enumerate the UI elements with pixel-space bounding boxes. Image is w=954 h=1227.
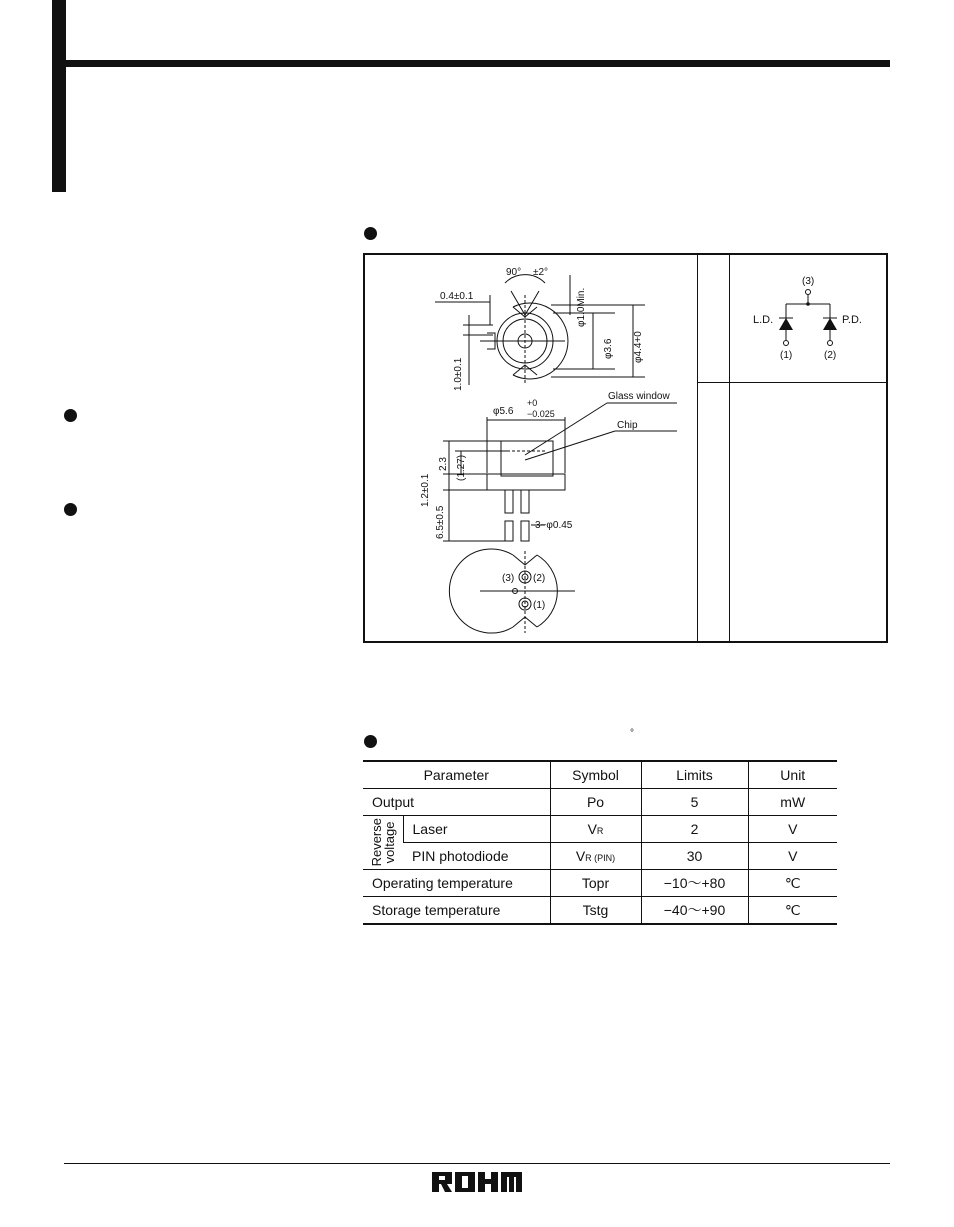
pin2-label: (2)	[533, 573, 546, 584]
limits-topr: −10〜+80	[641, 870, 748, 897]
symbol-tstg: Tstg	[550, 897, 641, 925]
circuit-ld-label: L.D.	[753, 314, 774, 326]
circuit-pin-right: (2)	[824, 350, 837, 361]
symbol-laser: VR	[550, 816, 641, 843]
header-parameter: Parameter	[423, 767, 489, 783]
circuit-pd-label: P.D.	[842, 314, 862, 326]
pin3-label: (3)	[502, 573, 515, 584]
symbol-output: Po	[550, 789, 641, 816]
height-10-label: 1.0±0.1	[453, 357, 464, 391]
pin1-label: (1)	[533, 600, 546, 611]
header-bar-horizontal	[52, 60, 890, 67]
limits-tstg: −40〜+90	[641, 897, 748, 925]
unit-output: mW	[748, 789, 837, 816]
dim-127-label: (1.27)	[456, 454, 467, 481]
group-reverse-voltage	[363, 816, 403, 870]
header-limits: Limits	[641, 761, 748, 789]
box-divider-2	[729, 254, 730, 642]
bullet-applications	[64, 409, 77, 422]
pin-dia-label: 3−φ0.45	[535, 520, 573, 531]
group-line2: voltage	[381, 821, 397, 864]
chip-label: Chip	[617, 420, 638, 431]
table-header-row	[363, 761, 837, 789]
bullet-features	[64, 503, 77, 516]
table-row	[363, 897, 837, 925]
header-bar-vertical	[52, 0, 66, 192]
box-divider-h	[697, 382, 887, 383]
rohm-logo	[432, 1172, 522, 1192]
table-row	[363, 789, 837, 816]
bullet-dimensions	[364, 227, 377, 240]
param-pin: PIN photodiode	[412, 848, 509, 864]
ratings-table	[363, 760, 837, 925]
limits-pin: 30	[641, 843, 748, 870]
header-symbol: Symbol	[550, 761, 641, 789]
unit-pin: V	[748, 843, 837, 870]
limits-laser: 2	[641, 816, 748, 843]
tol-minus-label: −0.025	[527, 409, 555, 419]
box-divider-1	[697, 254, 698, 642]
dia-36-label: φ3.6	[603, 338, 614, 359]
limits-output: 5	[641, 789, 748, 816]
angle-label: 90°	[506, 267, 522, 278]
dim-12-label: 1.2±0.1	[420, 473, 431, 507]
header-unit: Unit	[748, 761, 837, 789]
dia-56-label: φ5.6	[493, 406, 514, 417]
tol-plus-label: +0	[527, 398, 538, 408]
glass-window-label: Glass window	[608, 391, 670, 402]
param-tstg: Storage temperature	[372, 902, 501, 918]
circuit-diagram	[731, 256, 886, 381]
table-row	[363, 870, 837, 897]
offset-label: 0.4±0.1	[440, 291, 474, 302]
circuit-pin-left: (1)	[780, 350, 793, 361]
param-laser: Laser	[403, 816, 550, 843]
bullet-ratings	[364, 735, 377, 748]
footer-rule	[64, 1163, 890, 1164]
param-output: Output	[372, 794, 415, 810]
symbol-pin: VR (PIN)	[550, 843, 641, 870]
table-row	[363, 843, 837, 870]
dim-23-label: 2.3	[438, 457, 449, 471]
param-topr: Operating temperature	[372, 875, 513, 891]
dim-65-label: 6.5±0.5	[435, 505, 446, 539]
dia-44-label: φ4.4+0	[633, 331, 644, 363]
table-row	[363, 816, 837, 843]
unit-laser: V	[748, 816, 837, 843]
dia-min-label: φ1.0Min.	[576, 287, 587, 327]
package-drawing	[365, 255, 696, 641]
angle-tol-label: ±2°	[533, 267, 549, 278]
group-line1: Reverse	[368, 818, 384, 867]
unit-topr: ℃	[748, 870, 837, 897]
symbol-topr: Topr	[550, 870, 641, 897]
ratings-degree-note: °	[630, 728, 634, 739]
unit-tstg: ℃	[748, 897, 837, 925]
circuit-pin-top: (3)	[802, 276, 815, 287]
